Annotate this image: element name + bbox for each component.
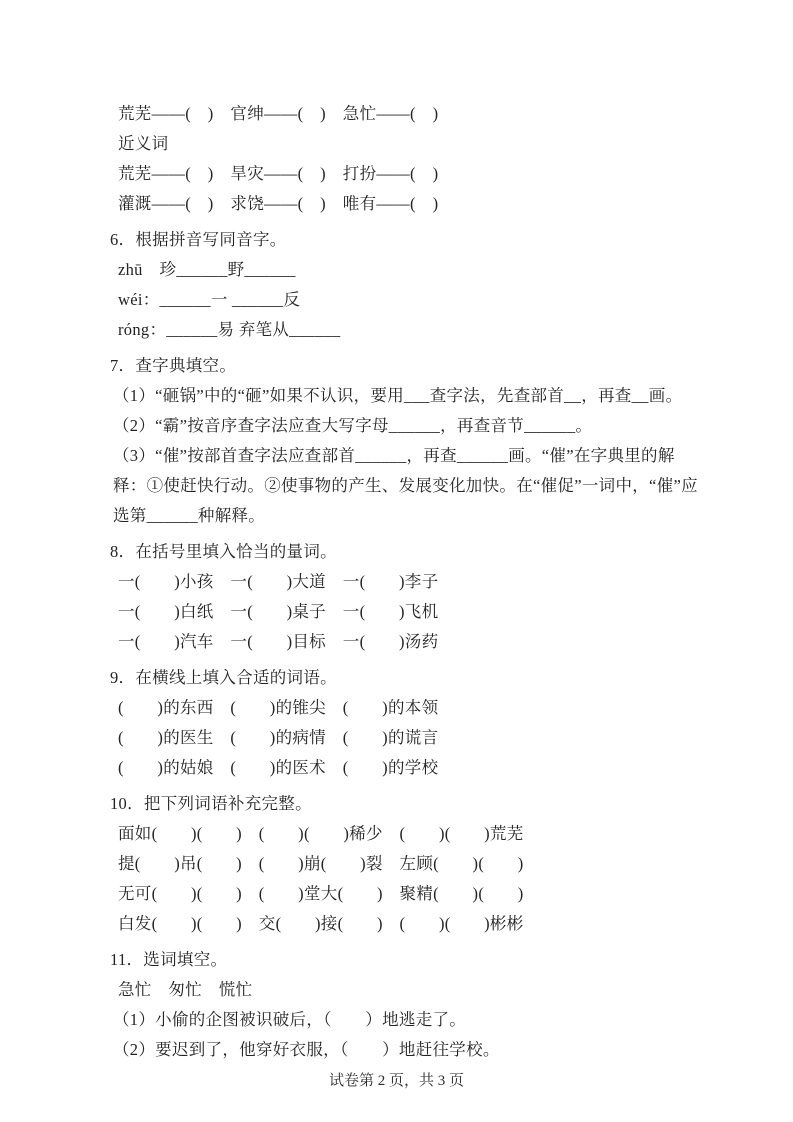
pinyin-row-zhu: zhū 珍______野______ [118,260,296,279]
question-11-item-2: （2）要迟到了，他穿好衣服，（ ）地赶往学校。 [113,1040,500,1059]
question-7-title: 7．查字典填空。 [110,356,237,375]
section-q8-measure-words [110,537,702,657]
page-footer-text: 试卷第 2 页，共 3 页 [328,1073,464,1089]
question-9-title: 9．在横线上填入合适的词语。 [110,668,337,687]
question-8-title: 8．在括号里填入恰当的量词。 [110,542,337,561]
measure-word-row: 一( )小孩 一( )大道 一( )李子 [118,572,439,591]
synonym-heading: 近义词 [118,134,169,153]
question-11-title: 11．选词填空。 [110,950,228,969]
section-q7-dictionary [110,351,702,531]
measure-word-row: 一( )白纸 一( )桌子 一( )飞机 [118,602,439,621]
question-6-title: 6．根据拼音写同音字。 [110,230,287,249]
idiom-row: 提( )吊( ) ( )崩( )裂 左顾( )( ) [118,854,524,873]
modifier-row: ( )的姑娘 ( )的医术 ( )的学校 [118,758,439,777]
page-footer [0,1071,793,1091]
section-q11-word-choice [110,945,702,1065]
synonym-pairs-row: 荒芜——( ) 旱灾——( ) 打扮——( ) [118,164,439,183]
exam-body [110,99,702,1065]
pinyin-row-wei: wéi：______一 ______反 [118,290,301,309]
section-q5-word-pairs [110,99,702,219]
pinyin-row-rong: róng：______易 弃笔从______ [118,320,341,339]
section-q10-idioms [110,789,702,939]
question-7-item-3: （3）“催”按部首查字法应查部首______，再查______画。“催”在字典里的解释：①使赶快行动。②使事物的产生、发展变化加快。在“催促”一词中，“催”应选第______种解释。 [113,446,698,525]
word-bank: 急忙 匆忙 慌忙 [118,980,253,999]
antonym-pairs-row: 荒芜——( ) 官绅——( ) 急忙——( ) [118,104,439,123]
question-7-item-2: （2）“霸”按音序查字法应查大写字母______，再查音节______。 [113,416,593,435]
measure-word-row: 一( )汽车 一( )目标 一( )汤药 [118,632,439,651]
idiom-row: 面如( )( ) ( )( )稀少 ( )( )荒芜 [118,824,524,843]
idiom-row: 无可( )( ) ( )堂大( ) 聚精( )( ) [118,884,524,903]
synonym-pairs-row: 灌溉——( ) 求饶——( ) 唯有——( ) [118,194,439,213]
section-q6-homophones [110,225,702,345]
modifier-row: ( )的医生 ( )的病情 ( )的谎言 [118,728,439,747]
idiom-row: 白发( )( ) 交( )接( ) ( )( )彬彬 [118,914,524,933]
question-7-item-1: （1）“砸锅”中的“砸”如果不认识，要用___查字法，先查部首__，再查__画。 [113,386,683,405]
section-q9-modifiers [110,663,702,783]
question-10-title: 10．把下列词语补充完整。 [110,794,312,813]
modifier-row: ( )的东西 ( )的锥尖 ( )的本领 [118,698,439,717]
question-11-item-1: （1）小偷的企图被识破后，（ ）地逃走了。 [113,1010,467,1029]
